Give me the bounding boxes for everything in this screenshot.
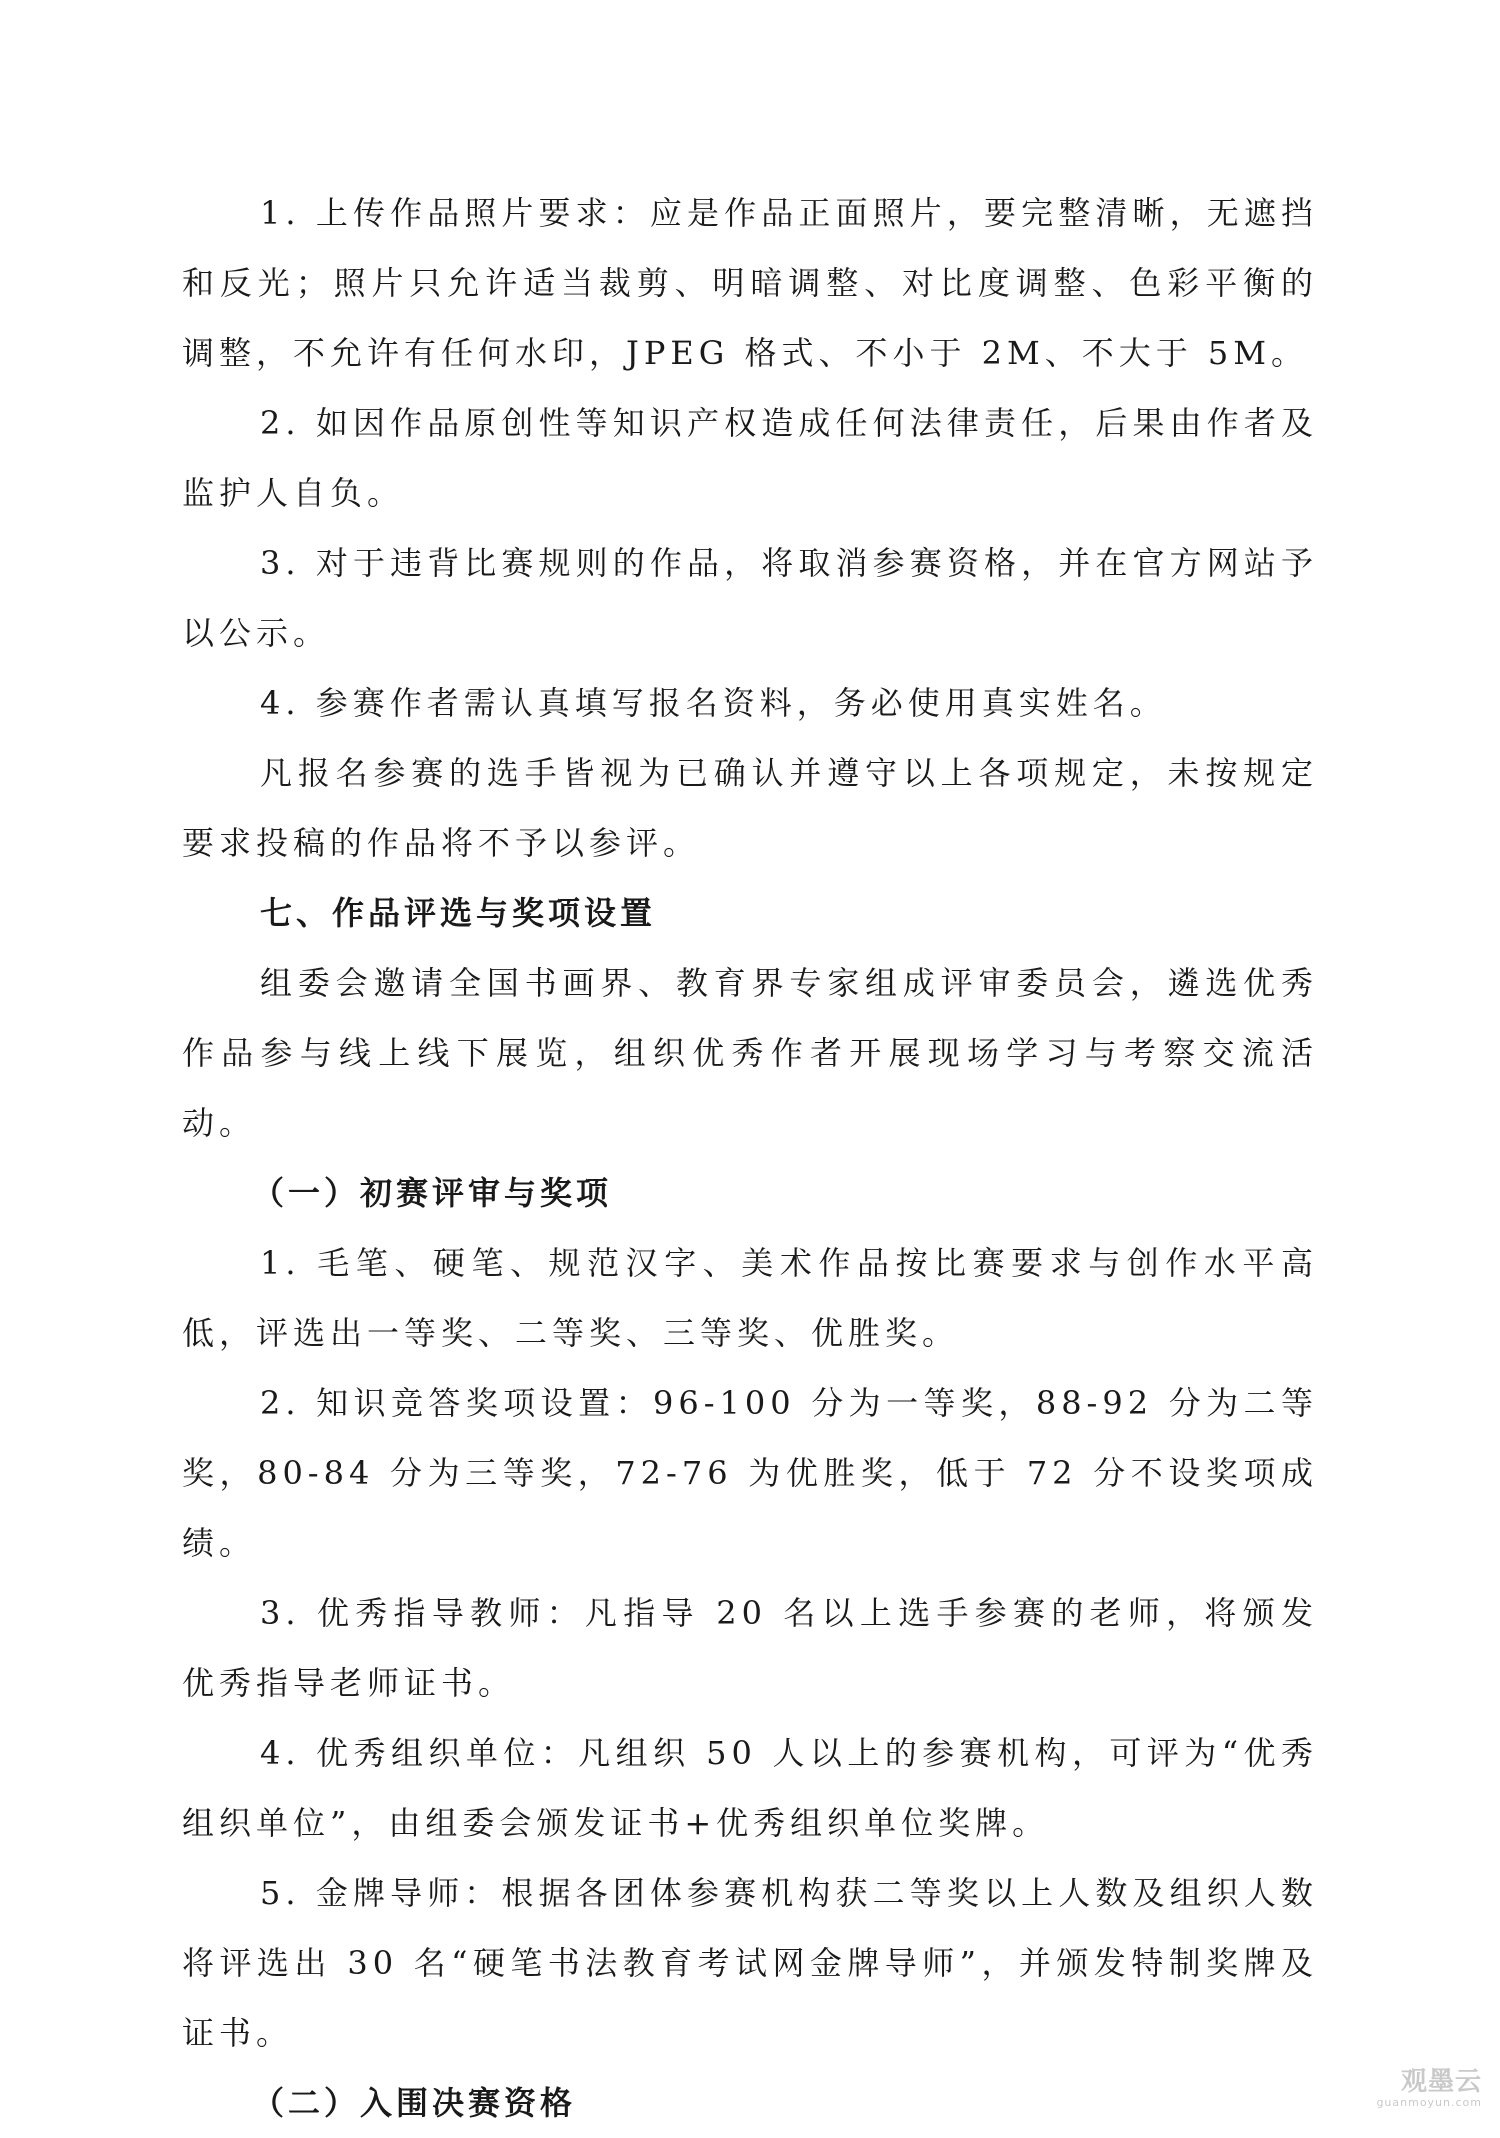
paragraph-agreement: 凡报名参赛的选手皆视为已确认并遵守以上各项规定，未按规定要求投稿的作品将不予以参评。 [182, 754, 1318, 862]
section-heading-7: 七、作品评选与奖项设置 [260, 894, 657, 932]
paragraph-organization-award: 4. 优秀组织单位：凡组织 50 人以上的参赛机构，可评为“优秀组织单位”，由组委会颁发证书+优秀组织单位奖牌。 [182, 1734, 1318, 1842]
paragraph-copyright-liability: 2. 如因作品原创性等知识产权造成任何法律责任，后果由作者及监护人自负。 [182, 404, 1318, 512]
paragraph-gold-mentor: 5. 金牌导师：根据各团体参赛机构获二等奖以上人数及组织人数将评选出 30 名“硬笔书法教育考试网金牌导师”，并颁发特制奖牌及证书。 [182, 1874, 1318, 2052]
subsection-heading-1: （一）初赛评审与奖项 [252, 1174, 613, 1212]
watermark-main-text: 观墨云 [1400, 2067, 1482, 2097]
document-body [182, 178, 1318, 2138]
watermark-logo [1376, 2067, 1482, 2109]
paragraph-quiz-awards: 2. 知识竞答奖项设置：96-100 分为一等奖，88-92 分为二等奖，80-84 分为三等奖，72-76 为优胜奖，低于 72 分不设奖项成绩。 [182, 1384, 1318, 1562]
paragraph-photo-requirements: 1. 上传作品照片要求：应是作品正面照片，要完整清晰，无遮挡和反光；照片只允许适当裁剪、明暗调整、对比度调整、色彩平衡的调整，不允许有任何水印，JPEG 格式、不小于 2M、不大于 5M。 [182, 194, 1318, 372]
watermark-sub-text: guanmoyun.com [1376, 2096, 1482, 2109]
paragraph-teacher-award: 3. 优秀指导教师：凡指导 20 名以上选手参赛的老师，将颁发优秀指导老师证书。 [182, 1594, 1318, 1702]
paragraph-real-name: 4. 参赛作者需认真填写报名资料，务必使用真实姓名。 [260, 684, 1167, 722]
paragraph-rule-violation: 3. 对于违背比赛规则的作品，将取消参赛资格，并在官方网站予以公示。 [182, 544, 1318, 652]
subsection-heading-2: （二）入围决赛资格 [252, 2084, 577, 2122]
paragraph-award-levels: 1. 毛笔、硬笔、规范汉字、美术作品按比赛要求与创作水平高低，评选出一等奖、二等奖、三等奖、优胜奖。 [182, 1244, 1318, 1352]
paragraph-jury: 组委会邀请全国书画界、教育界专家组成评审委员会，遴选优秀作品参与线上线下展览，组织优秀作者开展现场学习与考察交流活动。 [182, 964, 1318, 1142]
